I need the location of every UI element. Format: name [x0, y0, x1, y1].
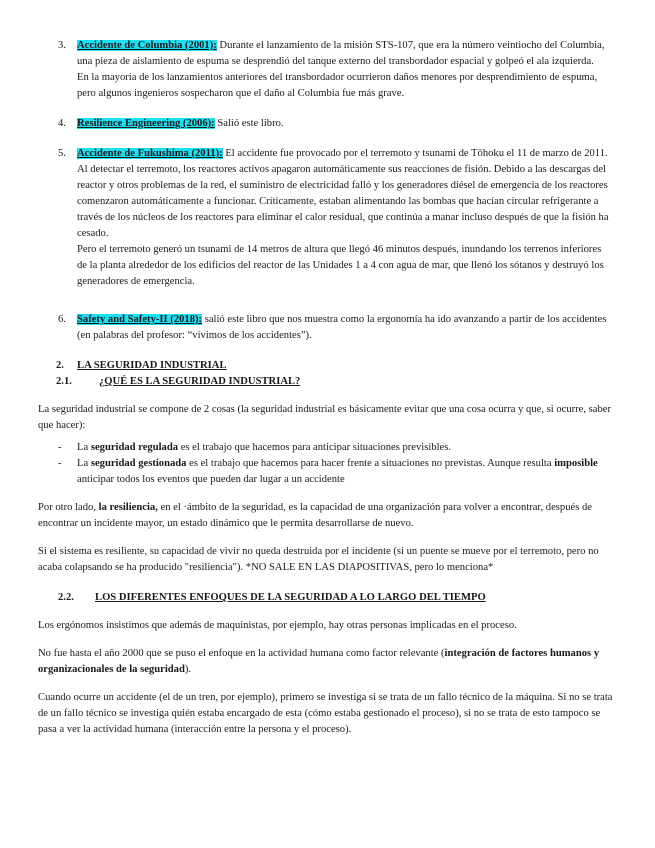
list-number: 3. [58, 40, 66, 51]
paragraph-intro: La seguridad industrial se compone de 2 cosas (la seguridad industrial es básicamente evitar que una cosa ocurra y que, si ocurre, saber que hacer): [38, 404, 612, 431]
item-extra: En la mayoría de los lanzamientos anteriores del transbordador ocurrieron daños menores por desprendimiento de espuma, pero algunos ingenieros sospecharon que el daño al Columbia fue más grave. [77, 72, 598, 99]
list-item-columbia [38, 38, 613, 102]
bullet-item-gestionada [38, 456, 613, 488]
bullet-list [38, 440, 613, 488]
bullet-item-regulada [38, 440, 613, 456]
item-title: Accidente de Fukushima (2011): [77, 148, 223, 159]
bullet-bold: imposible [554, 458, 598, 469]
item-text: salió este libro que nos muestra como la ergonomía ha ido avanzando a partir de los accidentes (en palabras del profesor: “vivimos de los accidentes”). [77, 314, 607, 341]
item-extra: Pero el terremoto generó un tsunami de 14 metros de altura que llegó 46 minutos después, inundando los terrenos inferiores de la planta alrededor de los edificios del reactor de las Unidades 1 a 4 con agua de mar, que llenó los sótanos y destruyó los generadores de emergencia. [77, 244, 604, 287]
para-bold: integración de factores humanos y organizacionales de la seguridad [38, 648, 600, 675]
list-number: 5. [58, 148, 66, 159]
section-heading-2 [38, 358, 613, 374]
list-number: 4. [58, 118, 66, 129]
para-text: en el ·ámbito de la seguridad, es la capacidad de una organización para volver a encontrar, después de encontrar un incidente mayor, un estado dinámico que le permita desarrollarse de nuevo. [38, 502, 592, 529]
bullet-text: anticipar todos los eventos que pueden dar lugar a un accidente [77, 474, 345, 485]
section-number: 2.2. [58, 592, 74, 603]
paragraph-resiliencia [38, 500, 613, 532]
bullet-text: es el trabajo que hacemos para anticipar situaciones previsibles. [178, 442, 452, 453]
item-title: Resilience Engineering (2006): [77, 118, 215, 129]
paragraph-ergonomos: Los ergónomos insistimos que además de maquinistas, por ejemplo, hay otras personas implicadas en el proceso. [38, 620, 517, 631]
list-item-safety-ii [38, 312, 613, 344]
section-title: LA SEGURIDAD INDUSTRIAL [77, 360, 227, 371]
bullet-bold: seguridad regulada [90, 442, 179, 453]
paragraph-cuando: Cuando ocurre un accidente (el de un tren, por ejemplo), primero se investiga si se trata de un fallo técnico de la máquina. Si no se trata de un fallo técnico se investiga quién estaba encargado de esta (cómo estaba gestionado el proceso), si no se trata de esto tampoco se pasa a ver la actividad humana (interacción entre la persona y el proceso). [38, 692, 613, 735]
para-text: ). [184, 664, 192, 675]
bullet-bold: seguridad gestionada [90, 458, 187, 469]
item-text: Salió este libro. [214, 118, 284, 129]
para-text: No fue hasta el año 2000 que se puso el enfoque en la actividad humana como factor relevante ( [38, 648, 445, 659]
paragraph-sistema: Si el sistema es resiliente, su capacidad de vivir no queda destruida por el incidente (si un puente se mueve por el terremoto, pero no acaba colapsando se ha producido "resiliencia"). *NO SALE EN LAS DIAPOSITIVAS, pero lo menciona* [38, 546, 599, 573]
item-title: Accidente de Columbia (2001): [77, 40, 217, 51]
section-heading-2-1 [38, 374, 613, 390]
para-text: Por otro lado, [38, 502, 99, 513]
section-title: LOS DIFERENTES ENFOQUES DE LA SEGURIDAD A LO LARGO DEL TIEMPO [95, 592, 486, 603]
list-number: 6. [58, 314, 66, 325]
list-item-fukushima [38, 146, 613, 290]
paragraph-2000 [38, 646, 613, 678]
section-heading-2-2 [38, 590, 613, 606]
section-number: 2. [56, 360, 64, 371]
list-item-resilience-engineering [38, 116, 613, 132]
bullet-text: es el trabajo que hacemos para hacer frente a situaciones no previstas. Aunque resulta [186, 458, 555, 469]
section-number: 2.1. [56, 376, 72, 387]
item-text: Durante el lanzamiento de la misión STS-107, que era la número veintiocho del Columbia, una pieza de aislamiento de espuma se desprendió del tanque externo del transbordador espacial y golpeó el ala izquierda. [77, 40, 605, 67]
item-text: El accidente fue provocado por el terremoto y tsunami de Tōhoku el 11 de marzo de 2011. Al detectar el terremoto, los reactores activos apagaron automáticamente sus reacciones de fisión. Debido a las descargas del reactor y otros problemas de la red, el suministro de electricidad falló y los generadores diésel de emergencia de los reactores comenzaron automáticamente a funcionar. Críticamente, estaban alimentando las bombas que hacían circular refrigerante a través de los núcleos de los reactores para eliminar el calor residual, que continúa a manar incluso después de que la fisión ha cesado. [77, 148, 609, 239]
section-title: ¿QUÉ ES LA SEGURIDAD INDUSTRIAL? [99, 376, 301, 387]
bullet-text: La [77, 442, 91, 453]
bullet-text: La [77, 458, 91, 469]
para-bold: la resiliencia, [98, 502, 158, 513]
item-title: Safety and Safety-II (2018): [77, 314, 203, 325]
bullet-dash: - [58, 458, 62, 469]
bullet-dash: - [58, 442, 62, 453]
